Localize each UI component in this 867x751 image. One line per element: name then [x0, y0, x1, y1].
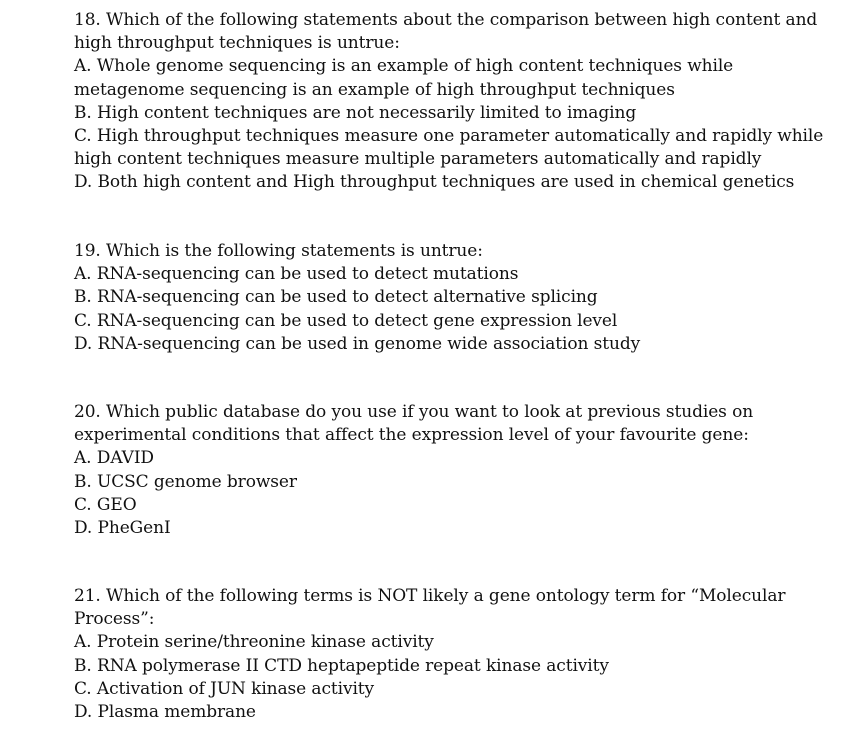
option-a: A. Whole genome sequencing is an example of high content techniques while metagenome sequencing is an example of high throughput techniques [74, 56, 734, 100]
option-b: B. RNA polymerase II CTD heptapeptide repeat kinase activity [74, 655, 609, 676]
option-b: B. High content techniques are not necessarily limited to imaging [74, 102, 637, 123]
question-20 [74, 401, 844, 540]
option-b: B. UCSC genome browser [74, 471, 297, 492]
option-a: A. DAVID [74, 448, 154, 469]
question-18 [74, 9, 844, 195]
option-c: C. High throughput techniques measure one parameter automatically and rapidly while high content techniques measure multiple parameters automatically and rapidly [74, 126, 824, 170]
question-text: 19. Which is the following statements is untrue: [74, 241, 483, 261]
option-d: D. Both high content and High throughput techniques are used in chemical genetics [74, 172, 795, 193]
option-c: C. Activation of JUN kinase activity [74, 678, 375, 699]
question-19 [74, 240, 844, 356]
option-d: D. PheGenI [74, 518, 171, 539]
option-c: C. RNA-sequencing can be used to detect gene expression level [74, 310, 618, 331]
option-c: C. GEO [74, 494, 137, 515]
question-21 [74, 585, 844, 724]
option-d: D. RNA-sequencing can be used in genome wide association study [74, 333, 641, 354]
question-text: 21. Which of the following terms is NOT likely a gene ontology term for “Molecular Process”: [74, 586, 786, 630]
question-text: 18. Which of the following statements about the comparison between high content and high throughput techniques is untrue: [74, 10, 818, 54]
option-a: A. Protein serine/threonine kinase activity [74, 632, 434, 653]
option-a: A. RNA-sequencing can be used to detect mutations [74, 264, 519, 285]
question-text: 20. Which public database do you use if you want to look at previous studies on experimental conditions that affect the expression level of your favourite gene: [74, 402, 754, 446]
option-b: B. RNA-sequencing can be used to detect alternative splicing [74, 287, 598, 308]
option-d: D. Plasma membrane [74, 702, 256, 723]
